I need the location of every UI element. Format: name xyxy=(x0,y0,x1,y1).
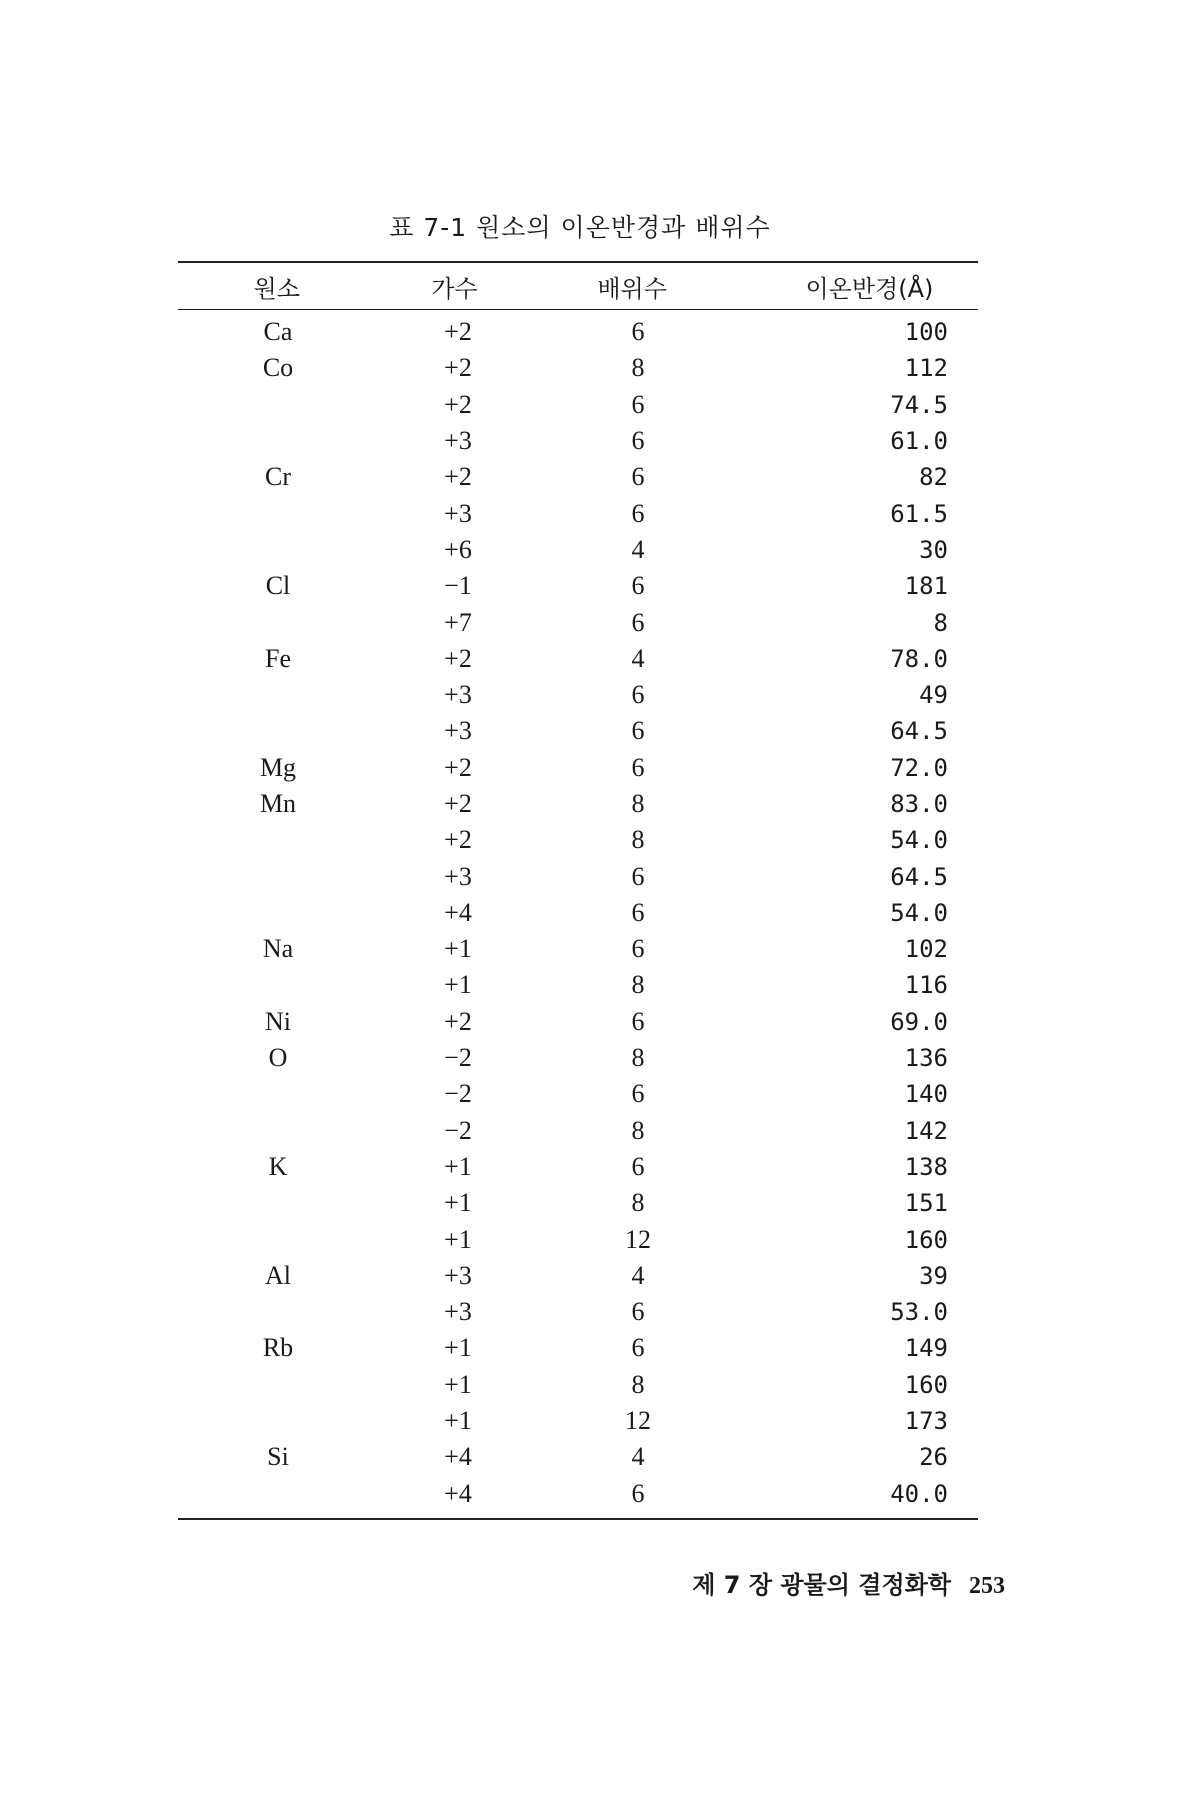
table-row xyxy=(178,1294,978,1330)
cell-element: Mg xyxy=(259,752,297,782)
cell-valence: −2 xyxy=(444,1079,472,1109)
chapter-title: 제 7 장 광물의 결정화학 xyxy=(692,1571,951,1599)
header-element: 원소 xyxy=(253,274,300,303)
cell-coordination: 6 xyxy=(631,462,645,492)
cell-valence: +1 xyxy=(444,1406,472,1436)
cell-radius: 54.0 xyxy=(890,826,948,855)
cell-coordination: 6 xyxy=(631,426,645,456)
cell-coordination: 6 xyxy=(631,1478,645,1508)
cell-radius: 149 xyxy=(904,1334,948,1363)
cell-radius: 112 xyxy=(904,354,948,383)
cell-valence: +1 xyxy=(444,934,472,964)
cell-coordination: 6 xyxy=(631,571,645,601)
cell-radius: 54.0 xyxy=(890,898,948,927)
table-row xyxy=(178,1076,978,1112)
cell-coordination: 8 xyxy=(631,1043,645,1073)
page-number: 253 xyxy=(969,1573,1005,1599)
cell-coordination: 8 xyxy=(631,789,645,818)
cell-radius: 173 xyxy=(904,1407,948,1436)
cell-radius: 53.0 xyxy=(890,1298,948,1327)
cell-radius: 8 xyxy=(933,608,948,637)
cell-coordination: 6 xyxy=(631,680,645,710)
table-row xyxy=(178,895,978,931)
table-row xyxy=(178,1221,978,1257)
cell-valence: +2 xyxy=(444,1006,472,1036)
cell-valence: +1 xyxy=(444,1151,472,1181)
cell-coordination: 12 xyxy=(625,1406,651,1436)
cell-radius: 83.0 xyxy=(890,790,948,818)
cell-coordination: 6 xyxy=(631,1333,645,1363)
cell-radius: 78.0 xyxy=(890,644,948,673)
table-row xyxy=(178,858,978,894)
cell-radius: 26 xyxy=(919,1443,948,1472)
cell-valence: +1 xyxy=(444,1333,472,1363)
cell-radius: 39 xyxy=(919,1261,948,1290)
cell-radius: 138 xyxy=(904,1152,948,1181)
cell-radius: 102 xyxy=(904,935,948,964)
table-bottom-rule xyxy=(178,1518,978,1520)
cell-valence: +3 xyxy=(444,426,472,456)
cell-coordination: 6 xyxy=(631,934,645,964)
cell-radius: 49 xyxy=(919,681,948,710)
table-row xyxy=(178,677,978,713)
cell-element: Cl xyxy=(265,571,291,601)
table-row xyxy=(178,641,978,677)
cell-valence: +2 xyxy=(444,462,472,492)
table-row xyxy=(178,387,978,423)
cell-valence: +1 xyxy=(444,1369,472,1399)
cell-radius: 64.5 xyxy=(890,717,948,746)
cell-coordination: 6 xyxy=(631,716,645,746)
cell-element: Co xyxy=(262,353,294,383)
cell-element: Cr xyxy=(265,462,291,492)
cell-element: Al xyxy=(265,1260,291,1290)
cell-coordination: 8 xyxy=(631,970,645,1000)
header-valence: 가수 xyxy=(431,274,478,303)
cell-radius: 61.5 xyxy=(890,499,948,528)
cell-valence: +1 xyxy=(444,1188,472,1218)
cell-coordination: 8 xyxy=(631,1188,645,1218)
cell-coordination: 8 xyxy=(631,353,645,383)
cell-valence: +2 xyxy=(444,317,472,347)
table-row xyxy=(178,604,978,640)
table-body xyxy=(178,310,978,1512)
table-row xyxy=(178,1149,978,1185)
cell-element: Si xyxy=(267,1442,289,1472)
cell-valence: +7 xyxy=(444,607,472,637)
cell-coordination: 6 xyxy=(631,861,645,891)
cell-valence: +4 xyxy=(444,897,472,927)
table-row xyxy=(178,495,978,531)
cell-valence: +2 xyxy=(444,752,472,782)
header-radius: 이온반경(Å) xyxy=(805,274,934,303)
table-row xyxy=(178,786,978,822)
cell-coordination: 8 xyxy=(631,1115,645,1145)
cell-radius: 82 xyxy=(919,463,948,492)
table-row xyxy=(178,1040,978,1076)
cell-valence: −2 xyxy=(444,1115,472,1145)
table-row xyxy=(178,1439,978,1475)
cell-coordination: 6 xyxy=(631,1079,645,1109)
cell-coordination: 4 xyxy=(631,643,645,673)
table-row xyxy=(178,423,978,459)
table-row xyxy=(178,1403,978,1439)
cell-valence: +4 xyxy=(444,1442,472,1472)
table-row xyxy=(178,568,978,604)
cell-radius: 69.0 xyxy=(890,1007,948,1036)
cell-element: Rb xyxy=(262,1333,294,1363)
cell-valence: +6 xyxy=(444,534,472,564)
cell-valence: +4 xyxy=(444,1478,472,1508)
cell-element: Na xyxy=(262,934,294,964)
table-row xyxy=(178,1004,978,1040)
cell-coordination: 6 xyxy=(631,752,645,782)
table-row xyxy=(178,713,978,749)
cell-element: Ca xyxy=(263,317,293,347)
cell-element: Mn xyxy=(259,789,297,818)
cell-valence: −1 xyxy=(444,571,472,601)
cell-valence: +2 xyxy=(444,389,472,419)
cell-coordination: 6 xyxy=(631,607,645,637)
table-header-row xyxy=(178,263,978,309)
cell-element: K xyxy=(268,1151,288,1181)
cell-valence: +2 xyxy=(444,825,472,855)
cell-coordination: 6 xyxy=(631,498,645,528)
cell-valence: +3 xyxy=(444,716,472,746)
table-row xyxy=(178,314,978,350)
cell-radius: 40.0 xyxy=(890,1479,948,1508)
cell-radius: 74.5 xyxy=(890,390,948,419)
table-row xyxy=(178,350,978,386)
cell-coordination: 6 xyxy=(631,1151,645,1181)
cell-radius: 136 xyxy=(904,1044,948,1073)
cell-valence: +3 xyxy=(444,861,472,891)
cell-radius: 151 xyxy=(904,1189,948,1218)
cell-coordination: 6 xyxy=(631,317,645,347)
table-row xyxy=(178,1185,978,1221)
table-row xyxy=(178,1476,978,1512)
cell-coordination: 4 xyxy=(631,1260,645,1290)
cell-element: Ni xyxy=(265,1006,291,1036)
cell-valence: +2 xyxy=(444,789,472,818)
cell-radius: 116 xyxy=(904,971,948,1000)
cell-valence: +3 xyxy=(444,498,472,528)
cell-valence: +3 xyxy=(444,1297,472,1327)
cell-radius: 142 xyxy=(904,1116,948,1145)
table-row xyxy=(178,931,978,967)
table-row xyxy=(178,1113,978,1149)
table-row xyxy=(178,1367,978,1403)
cell-valence: +3 xyxy=(444,680,472,710)
cell-coordination: 8 xyxy=(631,825,645,855)
cell-coordination: 6 xyxy=(631,1297,645,1327)
table-row xyxy=(178,532,978,568)
cell-element: Fe xyxy=(265,643,291,673)
page-footer xyxy=(692,1565,1005,1600)
cell-radius: 72.0 xyxy=(890,753,948,782)
cell-coordination: 6 xyxy=(631,1006,645,1036)
cell-coordination: 6 xyxy=(631,897,645,927)
cell-valence: −2 xyxy=(444,1043,472,1073)
cell-coordination: 12 xyxy=(625,1224,651,1254)
table-row xyxy=(178,822,978,858)
cell-coordination: 6 xyxy=(631,389,645,419)
ionic-radius-table xyxy=(178,261,978,1520)
table-row xyxy=(178,967,978,1003)
cell-valence: +1 xyxy=(444,1224,472,1254)
table-row xyxy=(178,459,978,495)
cell-radius: 140 xyxy=(904,1080,948,1109)
cell-radius: 160 xyxy=(904,1370,948,1399)
header-coordination: 배위수 xyxy=(597,274,667,303)
cell-coordination: 8 xyxy=(631,1369,645,1399)
table-caption: 표 7-1 원소의 이온반경과 배위수 xyxy=(389,213,771,242)
cell-radius: 160 xyxy=(904,1225,948,1254)
cell-valence: +2 xyxy=(444,643,472,673)
table-row xyxy=(178,750,978,786)
cell-valence: +3 xyxy=(444,1260,472,1290)
cell-coordination: 4 xyxy=(631,534,645,564)
cell-coordination: 4 xyxy=(631,1442,645,1472)
cell-valence: +2 xyxy=(444,353,472,383)
cell-radius: 100 xyxy=(904,318,948,347)
table-row xyxy=(178,1258,978,1294)
cell-element: O xyxy=(268,1043,288,1073)
cell-valence: +1 xyxy=(444,970,472,1000)
cell-radius: 30 xyxy=(919,535,948,564)
table-row xyxy=(178,1330,978,1366)
cell-radius: 61.0 xyxy=(890,427,948,456)
cell-radius: 64.5 xyxy=(890,862,948,891)
cell-radius: 181 xyxy=(904,572,948,601)
